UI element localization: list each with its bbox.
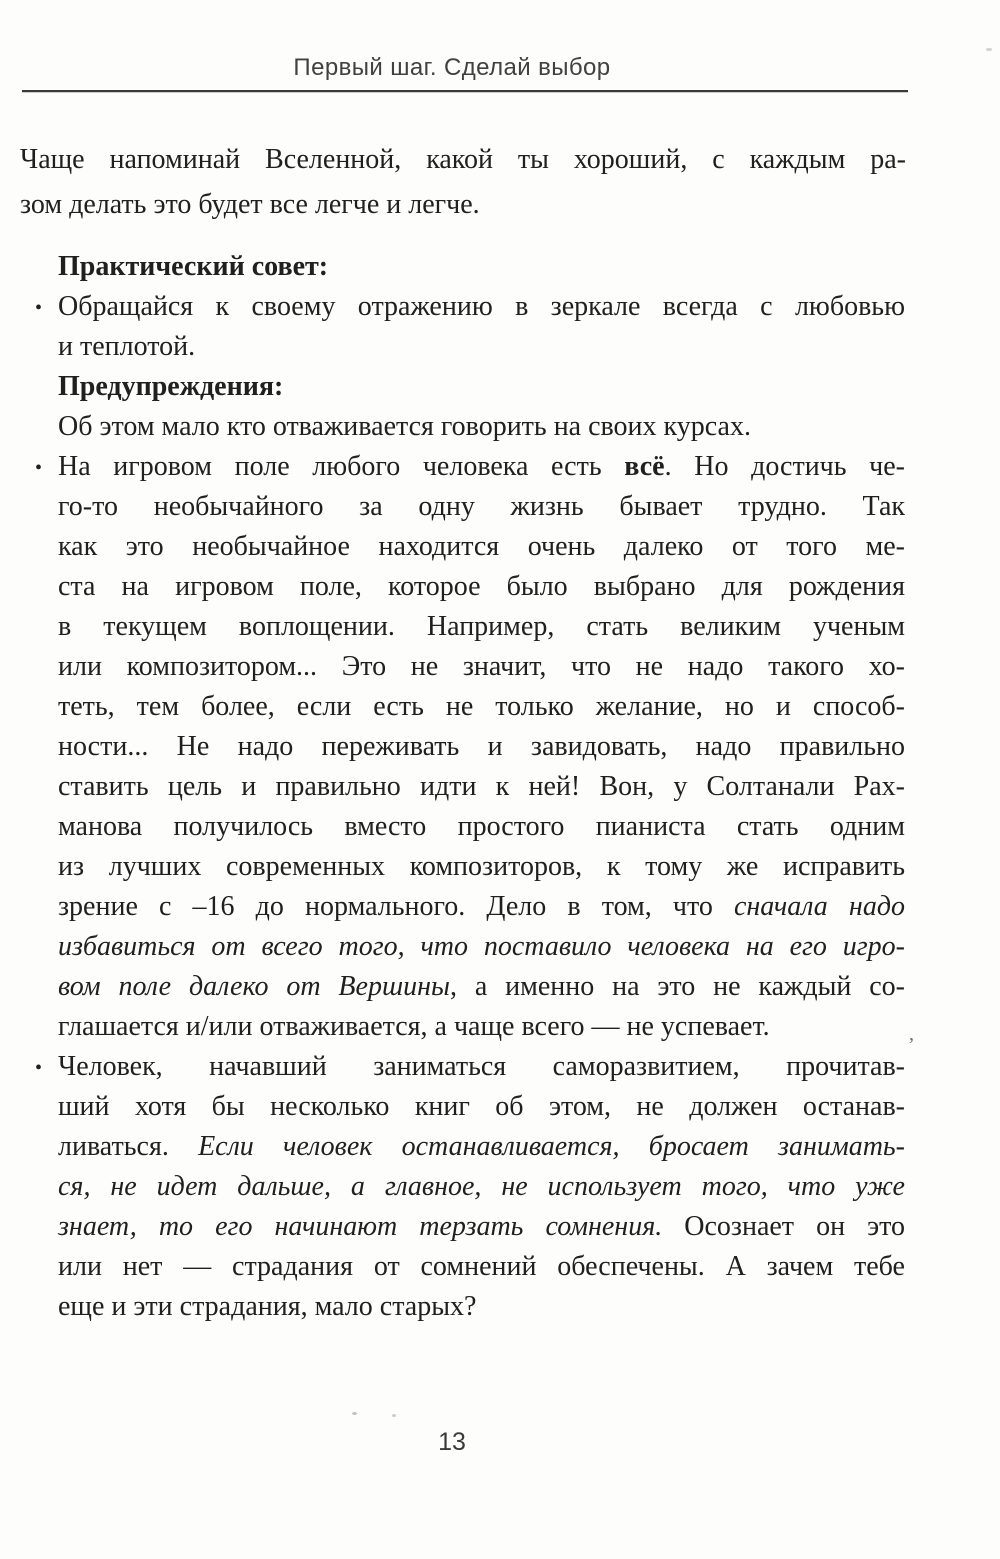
mirror-advice-bullet xyxy=(35,287,905,367)
text-line: знает, то его начинают терзать сомнения. Осознает он это xyxy=(58,1211,905,1242)
text-line: теть, тем более, если есть не только желание, но и способ- xyxy=(58,691,905,722)
text-line: Об этом мало кто отваживается говорить на своих курсах. xyxy=(58,411,751,442)
text-line: ливаться. Если человек останавливается, бросает занимать- xyxy=(58,1131,905,1162)
scan-artifact xyxy=(352,1412,357,1415)
text-line: вом поле далеко от Вершины, а именно на это не каждый со- xyxy=(58,971,906,1002)
text-line: ся, не идет дальше, а главное, не использует того, что уже xyxy=(58,1171,905,1202)
text-line: Чаще напоминай Вселенной, какой ты хороший, с каждым ра- xyxy=(20,144,906,175)
text-line: еще и эти страдания, мало старых? xyxy=(58,1291,477,1322)
text-line: или композитором... Это не значит, что не надо такого хо- xyxy=(58,651,905,682)
playing-field-bullet xyxy=(35,447,906,1047)
bullet-marker-icon: • xyxy=(35,1057,43,1079)
text-line: избавиться от всего того, что поставило человека на его игро- xyxy=(58,931,905,962)
self-development-bullet xyxy=(35,1047,905,1327)
header-rule xyxy=(22,90,908,92)
text-line: и теплотой. xyxy=(58,331,196,362)
text-line: Человек, начавший заниматься саморазвитием, прочитав- xyxy=(58,1051,905,1082)
text-line: манова получилось вместо простого пианиста стать одним xyxy=(58,811,905,842)
text-line: зрение с –16 до нормального. Дело в том, что сначала надо xyxy=(58,891,905,922)
text-line: ставить цель и правильно идти к ней! Вон, у Солтанали Рах- xyxy=(58,771,905,802)
practical-advice-heading xyxy=(58,247,905,287)
text-line: как это необычайное находится очень далеко от того ме- xyxy=(58,531,905,562)
text-line: ста на игровом поле, которое было выбрано для рождения xyxy=(58,571,905,602)
text-line: зом делать это будет все легче и легче. xyxy=(20,189,480,220)
text-line: из лучших современных композиторов, к тому же исправить xyxy=(58,851,905,882)
bullet-marker-icon: • xyxy=(35,457,43,479)
text-line: глашается и/или отваживается, а чаще всего — не успевает. xyxy=(58,1011,770,1042)
bullet-marker-icon: • xyxy=(35,297,43,319)
text-line: го-то необычайного за одну жизнь бывает трудно. Так xyxy=(58,491,905,522)
scan-artifact xyxy=(392,1414,396,1417)
text-line: в текущем воплощении. Например, стать великим ученым xyxy=(58,611,905,642)
warnings-heading xyxy=(58,367,905,407)
page-number: 13 xyxy=(438,1428,466,1456)
text-line: или нет — страдания от сомнений обеспечены. А зачем тебе xyxy=(58,1251,905,1282)
text-line: Предупреждения: xyxy=(58,371,284,402)
intro-paragraph xyxy=(20,137,906,227)
text-line: На игровом поле любого человека есть всё. Но достичь че- xyxy=(58,451,905,482)
text-line: ший хотя бы несколько книг об этом, не должен останав- xyxy=(58,1091,905,1122)
text-line: Обращайся к своему отражению в зеркале всегда с любовью xyxy=(58,291,905,322)
scan-artifact: ’ xyxy=(908,1034,915,1056)
scan-artifact xyxy=(986,48,992,51)
warnings-note xyxy=(58,407,905,447)
text-line: ности... Не надо переживать и завидовать, надо правильно xyxy=(58,731,905,762)
running-head: Первый шаг. Сделай выбор xyxy=(293,54,611,81)
text-line: Практический совет: xyxy=(58,251,329,282)
